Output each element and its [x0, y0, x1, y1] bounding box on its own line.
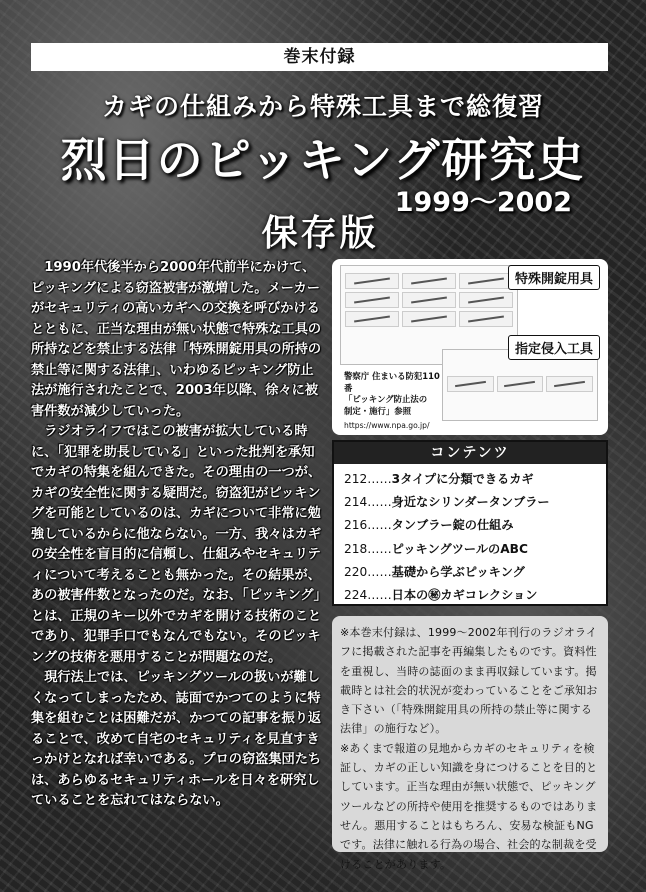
contents-page: 220……: [344, 564, 392, 579]
contents-title: タンブラー錠の仕組み: [391, 518, 514, 533]
tool-image: [345, 292, 399, 308]
contents-title: ピッキングツールのABC: [391, 541, 528, 556]
tool-image: [345, 273, 399, 289]
contents-title: 日本の㊙カギコレクション: [391, 587, 538, 602]
disclaimer-paragraph-1: ※本巻末付録は、1999～2002年刊行のラジオライフに掲載された記事を再編集したものです。資料性を重視し、当時の誌面のまま再収録しています。掲載時とは社会的状況が変わっていることをご承知おき下さい（「特殊開錠用具の所持の禁止等に関する法律」の施行など）。: [340, 626, 598, 736]
designated-tools-tag: 指定侵入工具: [508, 335, 600, 360]
page-subtitle: カギの仕組みから特殊工具まで総復習: [101, 92, 544, 121]
contents-title: 基礎から学ぶピッキング: [391, 564, 525, 579]
contents-item: [344, 561, 606, 584]
contents-header: コンテンツ: [334, 442, 606, 464]
contents-page: 214……: [344, 495, 392, 510]
page-title: 烈日のピッキング研究史: [60, 133, 586, 187]
tool-image-row: [345, 273, 513, 289]
contents-item: [344, 514, 606, 537]
appendix-banner: 巻末付録: [31, 43, 608, 71]
tool-image: [402, 273, 456, 289]
source-url: https://www.npa.go.jp/: [344, 421, 430, 430]
contents-item: [344, 491, 606, 514]
contents-title: 3タイプに分類できるカギ: [391, 472, 534, 486]
source-line: 制定・施行」参照: [344, 405, 411, 416]
year-range: 1999～2002: [394, 187, 572, 218]
source-line: 警察庁 住まいる防犯110番: [344, 371, 440, 393]
contents-box: [332, 440, 608, 606]
contents-page: 224……: [344, 587, 392, 602]
contents-page: 218……: [344, 541, 392, 556]
contents-item: [344, 468, 606, 491]
contents-page: 216……: [344, 518, 392, 533]
contents-page: 212……: [344, 472, 392, 486]
contents-list: [334, 464, 606, 607]
special-tools-tag: 特殊開錠用具: [508, 265, 600, 290]
figure-source: [344, 371, 448, 432]
tool-image-row: [447, 376, 593, 392]
tool-image: [459, 292, 513, 308]
tool-image: [459, 273, 513, 289]
intro-article: [31, 258, 325, 812]
tool-image: [447, 376, 494, 392]
contents-title: 身近なシリンダータンブラー: [391, 495, 550, 510]
tool-image: [459, 311, 513, 327]
tool-image: [402, 311, 456, 327]
tool-image-row: [345, 292, 513, 308]
law-document-figure: [332, 259, 608, 435]
article-paragraph-1: 1990年代後半から2000年代前半にかけて、ピッキングによる窃盗被害が激増した。メーカーがセキュリティの高いカギへの交換を呼びかけるとともに、正当な理由が無い状態で特殊な工具の所持などを禁止する法律「特殊開錠用具の所持の禁止等に関する法律」、いわゆるピッキング防止法が施行されたことで、2003年以降、徐々に被害件数が減少していった。: [31, 260, 322, 419]
disclaimer-paragraph-2: ※あくまで報道の見地からカギのセキュリティを検証し、カギの正しい知識を身につけることを目的としています。正当な理由が無い状態で、ピッキングツールなどの所持や使用を推奨するものではありません。悪用することはもちろん、安易な検証もNGです。法律に触れる行為の場合、社会的な制裁を受けることがあります。: [340, 741, 598, 871]
tool-image-row: [345, 311, 513, 327]
disclaimer-box: [332, 616, 608, 871]
edition-label: 保存版: [261, 213, 379, 254]
tool-image: [402, 292, 456, 308]
tool-image: [497, 376, 544, 392]
source-line: 「ピッキング防止法の: [344, 394, 428, 404]
article-paragraph-3: 現行法上では、ピッキングツールの扱いが難しくなってしまったため、誌面でかつてのように特集を組むことは困難だが、かつての記事を振り返ることで、改めて自宅のセキュリティを見直すきっかけとなれば幸いである。プロの窃盗集団たちは、あらゆるセキュリティホールを日々を研究していることを忘れてはならない。: [31, 670, 322, 808]
article-paragraph-2: ラジオライフではこの被害が拡大している時に、「犯罪を助長している」といった批判を承知でカギの特集を組んできた。その理由の一つが、カギの安全性に関する疑問だ。窃盗犯がピッキングを可能としているのは、カギについて非常に勉強しているからに他ならない。一方、我々はカギの安全性を盲目的に信頼し、仕組みやセキュリティについて考えることも無かった。その結果が、あの被害件数となったのだ。なお、「ピッキング」とは、正規のキー以外でカギを開ける技術のことであり、犯罪手口でもなんでもない。そのピッキングの技術を悪用することが問題なのだ。: [31, 424, 322, 665]
contents-item: [344, 584, 606, 607]
tool-image: [546, 376, 593, 392]
tool-image: [345, 311, 399, 327]
contents-item: [344, 538, 606, 561]
